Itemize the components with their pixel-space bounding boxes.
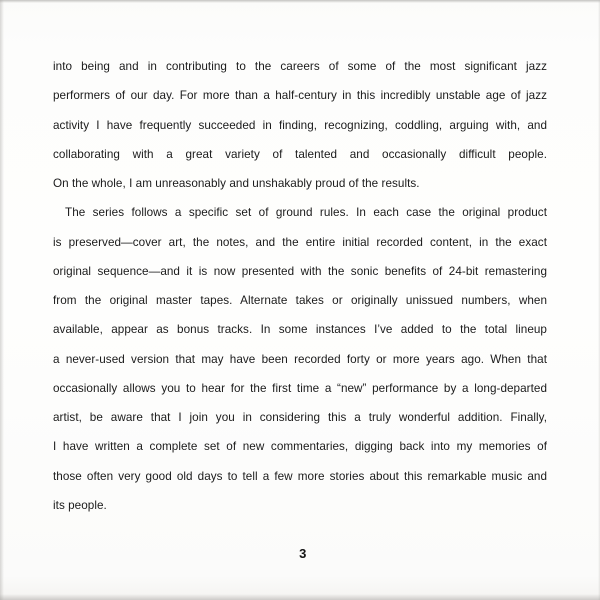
- text-line: On the whole, I am unreasonably and unshakably proud of the results.: [53, 177, 420, 190]
- page-number: 3: [299, 546, 307, 561]
- text-line: collaborating with a great variety of talented and occasionally difficult people.: [53, 147, 547, 161]
- text-line: into being and in contributing to the careers of some of the most significant jazz: [53, 60, 547, 73]
- text-line: I have written a complete set of new commentaries, digging back into my memories of: [53, 440, 547, 454]
- text-line: The series follows a specific set of ground rules. In each case the original product: [65, 206, 547, 220]
- scan-edge-left: [0, 0, 4, 600]
- text-line: activity I have frequently succeeded in finding, recognizing, coddling, arguing with, and: [53, 118, 547, 132]
- text-line: those often very good old days to tell a few more stories about this remarkable music and: [53, 469, 547, 483]
- text-line: its people.: [53, 498, 107, 512]
- text-line: a never-used version that may have been recorded forty or more years ago. When that: [53, 352, 547, 366]
- text-line: from the original master tapes. Alternate takes or originally unissued numbers, when: [53, 294, 547, 307]
- text-line: performers of our day. For more than a half-century in this incredibly unstable age of jazz: [53, 89, 547, 103]
- text-line: artist, be aware that I join you in considering this a truly wonderful addition. Finally,: [53, 411, 547, 424]
- scan-edge-bottom: [0, 594, 600, 600]
- text-line: is preserved—cover art, the notes, and the entire initial recorded content, in the exact: [53, 235, 547, 249]
- text-line: occasionally allows you to hear for the first time a “new” performance by a long-departed: [53, 381, 547, 395]
- scan-edge-top: [0, 0, 600, 3]
- text-line: available, appear as bonus tracks. In some instances I’ve added to the total lineup: [53, 323, 547, 337]
- text-line: original sequence—and it is now presented with the sonic benefits of 24-bit remastering: [53, 264, 547, 278]
- body-text: [53, 52, 547, 520]
